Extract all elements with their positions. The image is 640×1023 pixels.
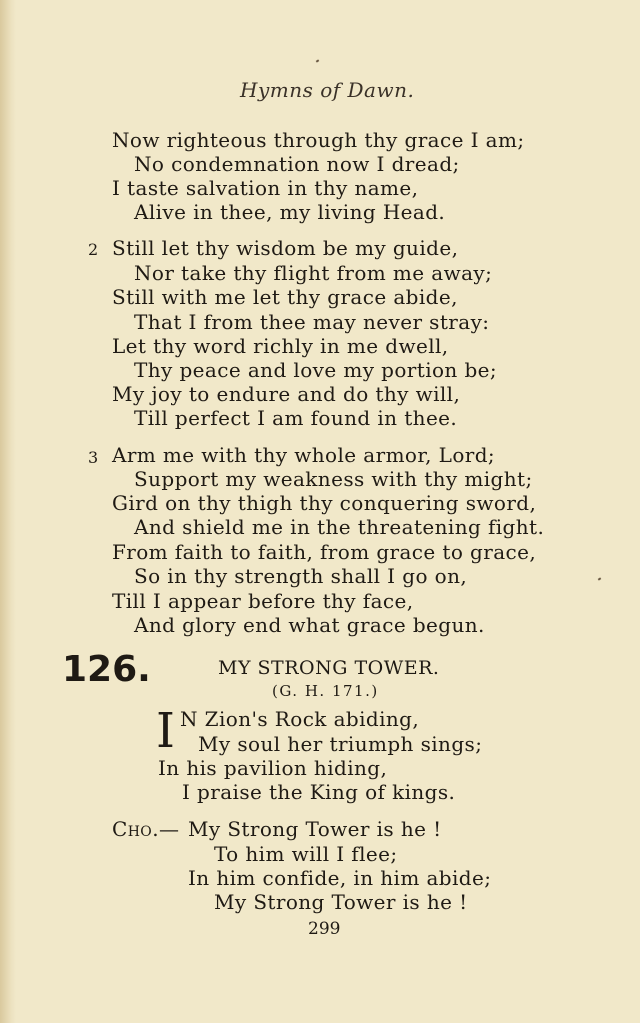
hymn-title: MY STRONG TOWER. [218,657,440,679]
stanza-line: Still with me let thy grace abide, [112,285,458,309]
stanza-line: Let thy word richly in me dwell, [112,334,449,358]
stanza-line: And shield me in the threatening fight. [134,515,545,539]
stanza-line: And glory end what grace begun. [134,613,485,637]
stanza-line: My joy to endure and do thy will, [112,382,461,406]
drop-cap: I [156,703,175,759]
stanza-line: Now righteous through thy grace I am; [112,128,525,152]
stanza-line: Gird on thy thigh thy conquering sword, [112,491,537,515]
verse-number: 3 [88,448,99,467]
hymn-line: N Zion's Rock abiding, [180,707,420,731]
stanza-line: So in thy strength shall I go on, [134,564,468,588]
paper-speck [598,577,602,580]
verse-number: 2 [88,240,99,259]
stanza-line: Till I appear before thy face, [112,589,414,613]
chorus-line: In him confide, in him abide; [188,866,492,890]
chorus-line: My Strong Tower is he ! [188,817,442,841]
hymn-line: My soul her triumph sings; [198,732,483,756]
stanza-line: No condemnation now I dread; [134,152,460,176]
paper-speck [316,59,320,62]
stanza-line: I taste salvation in thy name, [112,176,419,200]
stanza-line: From faith to faith, from grace to grace, [112,540,537,564]
stanza-line: Nor take thy flight from me away; [134,261,493,285]
running-head: Hymns of Dawn. [240,78,415,102]
stanza-line: Till perfect I am found in thee. [134,406,458,430]
stanza-line: That I from thee may never stray: [134,310,490,334]
stanza-line: Alive in thee, my living Head. [134,200,446,224]
page-number: 299 [308,919,341,939]
hymn-reference: (G. H. 171.) [272,682,379,700]
chorus-label: Cho.— [112,817,180,841]
hymn-number: 126. [62,649,151,690]
chorus-line: To him will I flee; [214,842,398,866]
stanza-line: Support my weakness with thy might; [134,467,533,491]
chorus-line: My Strong Tower is he ! [214,890,468,914]
stanza-line: Thy peace and love my portion be; [134,358,498,382]
stanza-line: Still let thy wisdom be my guide, [112,236,459,260]
hymn-line: In his pavilion hiding, [158,756,388,780]
stanza-line: Arm me with thy whole armor, Lord; [112,443,496,467]
hymn-line: I praise the King of kings. [182,780,456,804]
